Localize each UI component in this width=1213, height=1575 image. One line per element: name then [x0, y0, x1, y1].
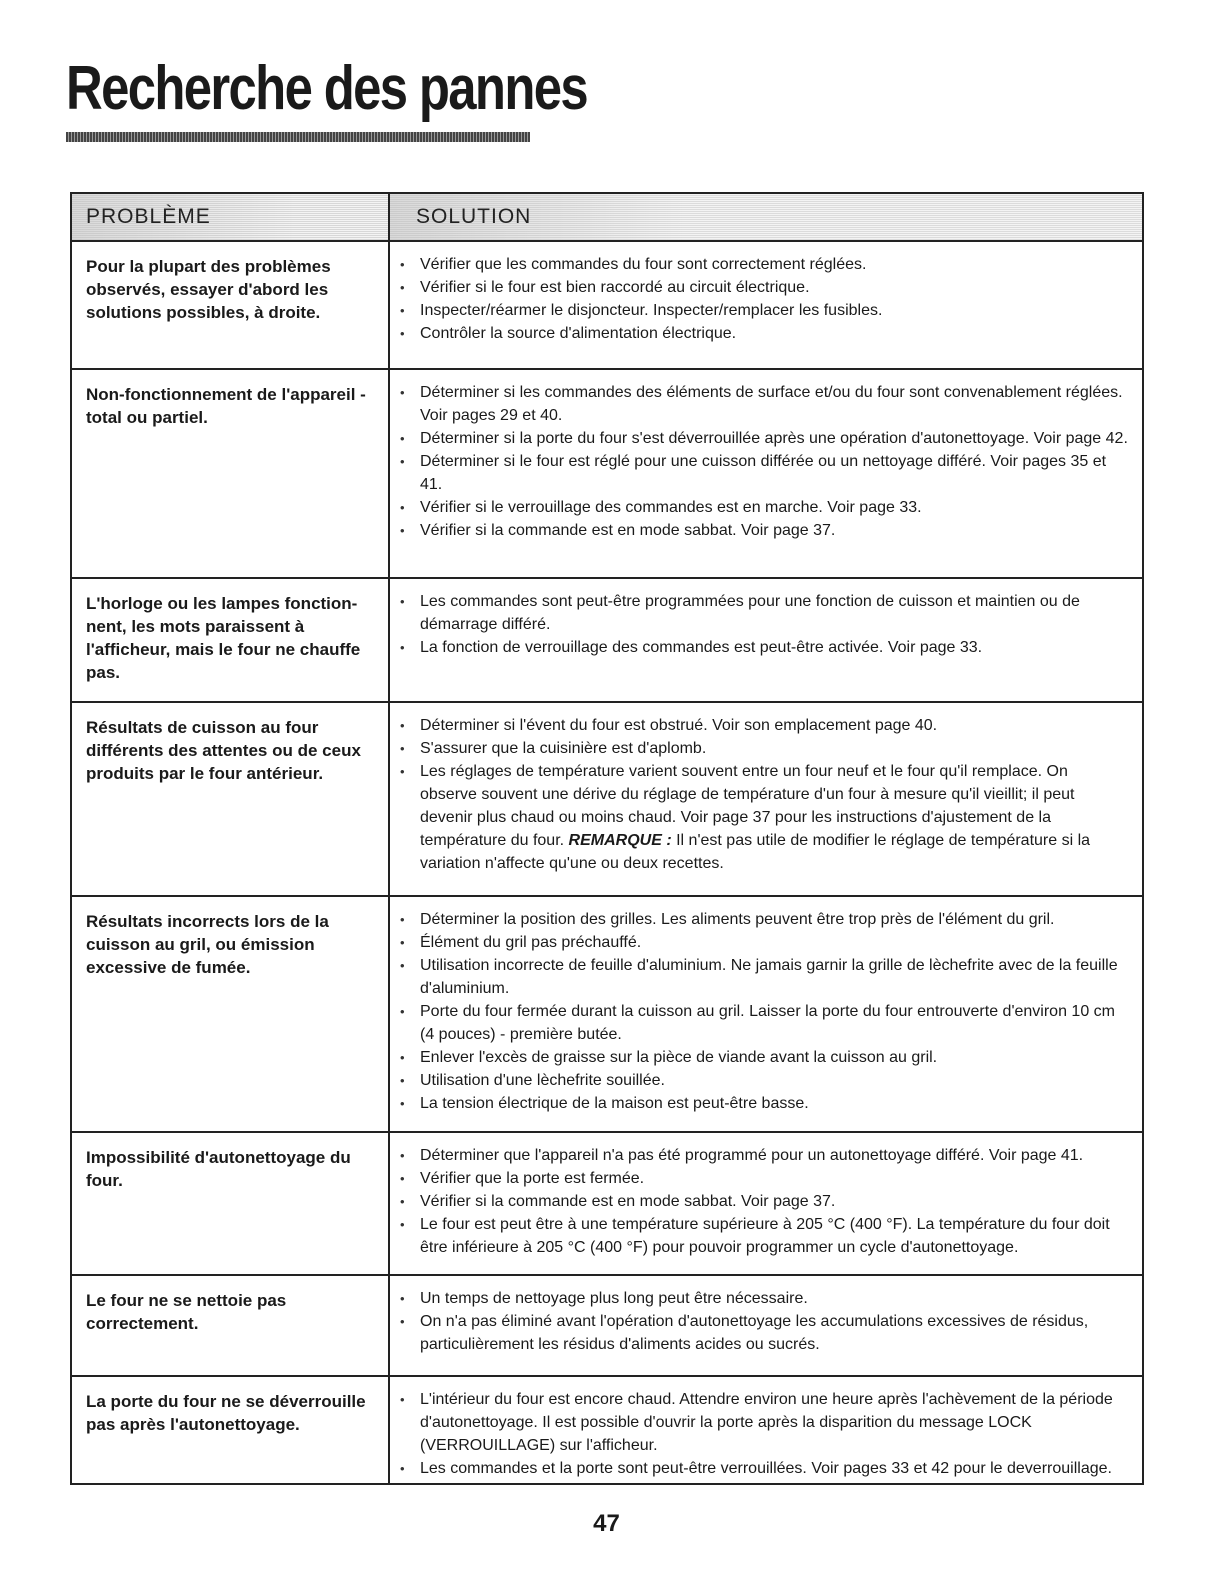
- problem-text: L'horloge ou les lampes fonction- nent, les mots paraissent à l'afficheur, mais le four ne chauffe pas.: [72, 579, 390, 701]
- solution-item: • Vérifier si le verrouillage des commandes est en marche. Voir page 33.: [400, 496, 1128, 519]
- problem-text: Pour la plupart des problèmes observés, essayer d'abord les solutions possibles, à droite.: [72, 242, 390, 368]
- solution-item: • Les commandes et la porte sont peut-être verrouillées. Voir pages 33 et 42 pour le deverrouillage.: [400, 1457, 1128, 1480]
- solution-list: [390, 579, 1142, 701]
- solution-item: • L'intérieur du four est encore chaud. Attendre environ une heure après l'achèvement de la période d'autonettoyage. Il est possible d'ouvrir la porte après la disparition du message LOCK (VERROUILLAGE) sur l'afficheur.: [400, 1388, 1128, 1457]
- problem-text: Résultats de cuisson au four différents des attentes ou de ceux produits par le four antérieur.: [72, 703, 390, 895]
- solution-item: • On n'a pas éliminé avant l'opération d'autonettoyage les accumulations excessives de résidus, particulièrement les résidus d'aliments acides ou sucrés.: [400, 1310, 1128, 1356]
- solution-item: • Déterminer si les commandes des éléments de surface et/ou du four sont convenablement réglées. Voir pages 29 et 40.: [400, 381, 1128, 427]
- solution-item: • Porte du four fermée durant la cuisson au gril. Laisser la porte du four entrouverte d'environ 10 cm (4 pouces) - première butée.: [400, 1000, 1128, 1046]
- table-row: [72, 242, 1142, 370]
- solution-item: • Déterminer que l'appareil n'a pas été programmé pour un autonettoyage différé. Voir page 41.: [400, 1144, 1128, 1167]
- solution-list: [390, 897, 1142, 1131]
- table-row: [72, 579, 1142, 703]
- solution-item: • Vérifier que les commandes du four sont correctement réglées.: [400, 253, 1128, 276]
- solution-item: • Déterminer si le four est réglé pour une cuisson différée ou un nettoyage différé. Voir pages 35 et 41.: [400, 450, 1128, 496]
- solution-item: • Déterminer si l'évent du four est obstrué. Voir son emplacement page 40.: [400, 714, 1128, 737]
- solution-list: [390, 1276, 1142, 1375]
- solution-list: [390, 242, 1142, 368]
- table-row: [72, 1276, 1142, 1377]
- troubleshooting-table: [70, 192, 1144, 1485]
- solution-item: • Vérifier que la porte est fermée.: [400, 1167, 1128, 1190]
- solution-list: [390, 1377, 1142, 1483]
- solution-text: Les réglages de température varient souvent entre un four neuf et le four qu'il remplace. On observe souvent une dérive du réglage de température d'un four à mesure qu'il vieillit; il peut devenir plus chaud ou moins chaud. Voir page 37 pour les instructions d'ajustement de la température du four.: [420, 763, 1075, 849]
- title-underline: [66, 132, 530, 142]
- solution-list: [390, 370, 1142, 577]
- solution-item: • S'assurer que la cuisinière est d'aplomb.: [400, 737, 1128, 760]
- solution-item: • Utilisation incorrecte de feuille d'aluminium. Ne jamais garnir la grille de lèchefrite avec de la feuille d'aluminium.: [400, 954, 1128, 1000]
- page-number: 47: [593, 1510, 620, 1537]
- header-problem: PROBLÈME: [72, 194, 390, 240]
- table-row: [72, 897, 1142, 1133]
- solution-item: • Utilisation d'une lèchefrite souillée.: [400, 1069, 1128, 1092]
- page-title: Recherche des pannes: [66, 54, 588, 123]
- solution-item: • La tension électrique de la maison est peut-être basse.: [400, 1092, 1128, 1115]
- solution-item: • La fonction de verrouillage des commandes est peut-être activée. Voir page 33.: [400, 636, 1128, 659]
- solution-item: • Élément du gril pas préchauffé.: [400, 931, 1128, 954]
- table-row: [72, 1133, 1142, 1276]
- table-row: [72, 1377, 1142, 1483]
- remark-label: REMARQUE :: [568, 832, 672, 849]
- solution-item: • Inspecter/réarmer le disjoncteur. Inspecter/remplacer les fusibles.: [400, 299, 1128, 322]
- problem-text: La porte du four ne se déverrouille pas après l'autonettoyage.: [72, 1377, 390, 1483]
- solution-item: • Contrôler la source d'alimentation électrique.: [400, 322, 1128, 345]
- solution-list: [390, 1133, 1142, 1274]
- solution-item: • Déterminer si la porte du four s'est déverrouillée après une opération d'autonettoyage. Voir page 42.: [400, 427, 1128, 450]
- solution-item: • Vérifier si la commande est en mode sabbat. Voir page 37.: [400, 1190, 1128, 1213]
- table-header: [72, 194, 1142, 242]
- problem-text: Le four ne se nettoie pas correctement.: [72, 1276, 390, 1375]
- problem-text: Résultats incorrects lors de la cuisson au gril, ou émission excessive de fumée.: [72, 897, 390, 1131]
- solution-item: • Un temps de nettoyage plus long peut être nécessaire.: [400, 1287, 1128, 1310]
- solution-item: • Vérifier si la commande est en mode sabbat. Voir page 37.: [400, 519, 1128, 542]
- solution-item: • Enlever l'excès de graisse sur la pièce de viande avant la cuisson au gril.: [400, 1046, 1128, 1069]
- table-row: [72, 370, 1142, 579]
- table-row: [72, 703, 1142, 897]
- solution-list: [390, 703, 1142, 895]
- solution-item: • Vérifier si le four est bien raccordé au circuit électrique.: [400, 276, 1128, 299]
- solution-item: • Déterminer la position des grilles. Les aliments peuvent être trop près de l'élément du gril.: [400, 908, 1128, 931]
- problem-text: Non-fonctionnement de l'appareil - total ou partiel.: [72, 370, 390, 577]
- header-solution: SOLUTION: [390, 194, 1142, 240]
- solution-item: • Le four est peut être à une température supérieure à 205 °C (400 °F). La température du four doit être inférieure à 205 °C (400 °F) pour pouvoir programmer un cycle d'autonettoyage.: [400, 1213, 1128, 1259]
- solution-item: [400, 760, 1128, 875]
- problem-text: Impossibilité d'autonettoyage du four.: [72, 1133, 390, 1274]
- remark-text: Il n'est pas utile de modifier le réglage de température si la variation n'affecte qu'une ou deux recettes.: [420, 832, 1091, 872]
- solution-item: • Les commandes sont peut-être programmées pour une fonction de cuisson et maintien ou de démarrage différé.: [400, 590, 1128, 636]
